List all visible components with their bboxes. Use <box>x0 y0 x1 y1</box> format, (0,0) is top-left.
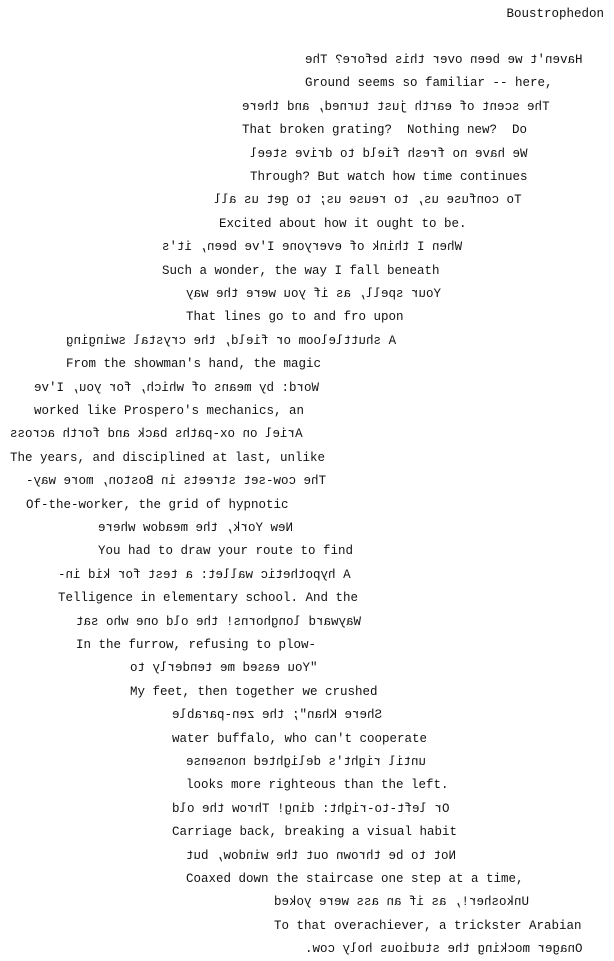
poem-line: My feet, then together we crushed <box>130 684 378 699</box>
poem-line: To that overachiever, a trickster Arabian <box>274 918 582 933</box>
poem-line: Such a wonder, the way I fall beneath <box>162 263 440 278</box>
poem-line: To confuse us, to reuse us; to get us all <box>214 193 522 208</box>
poem-line: Carriage back, breaking a visual habit <box>172 825 458 840</box>
poem-line: Word: by means of which, for you, I've <box>34 380 320 395</box>
poem-line: Ariel on ox-paths back and forth across <box>10 427 303 442</box>
poem-line: From the showman's hand, the magic <box>66 357 322 372</box>
poem-line: Excited about how it ought to be. <box>219 216 467 231</box>
poem-line: Wayward longhorns! the old one who sat <box>76 614 362 629</box>
poem-line: Coaxed down the staircase one step at a time, <box>186 872 524 886</box>
poem-line: A hypothetic wallet: a test for kid in- <box>58 567 351 582</box>
poem-line: Telligence in elementary school. And the <box>58 591 359 606</box>
poem-line: until right's delighted nonsense <box>186 755 427 769</box>
poem-line: The years, and disciplined at last, unlike <box>10 450 326 465</box>
poem-line: The cow-set streets in Boston, more way- <box>26 474 327 489</box>
poem-title: Boustrophedon <box>506 7 604 21</box>
poem-line: Of-the-worker, the grid of hypnotic <box>26 497 289 512</box>
poem-line: That broken grating? Nothing new? Do <box>242 123 528 138</box>
poem-line: In the furrow, refusing to plow- <box>76 638 317 652</box>
poem-line: New York, the meadow where <box>98 521 294 535</box>
poem-line: You had to draw your route to find <box>98 544 354 559</box>
poem-line: A shuttleloom or field, the crystal swinging <box>66 333 397 348</box>
poem-line: The scent of earth just turned, and there <box>242 99 550 114</box>
poem-line: Through? But watch how time continues <box>250 170 528 184</box>
poem-line: Haven't we been over this before? The <box>305 53 583 67</box>
poem-line: Shere Khan"; the zen-parable <box>172 708 383 723</box>
poem-line: Or left-to-right: ding! Throw the old <box>172 801 450 816</box>
poem-line: looks more righteous than the left. <box>186 778 449 793</box>
poem-line: Onager mocking the studious holy cow. <box>305 942 583 957</box>
poem-line: We have no fresh field to drive steel <box>250 146 528 161</box>
poem-line: That lines go to and fro upon <box>186 310 404 325</box>
poem-line: Not to be thrown out the window, but <box>186 848 457 863</box>
poem-line: Your spell, as if you were the way <box>186 287 442 301</box>
poem-line: Unkosher!, as if an ass were yoked <box>274 895 530 910</box>
poem-line: When I think of everyone I've been, it's <box>162 240 463 255</box>
poem-line: worked like Prospero's mechanics, an <box>34 404 305 418</box>
poem-line: Ground seems so familiar -- here, <box>305 76 553 91</box>
poem-line: "You eased me tenderly to <box>130 661 318 676</box>
poem-line: water buffalo, who can't cooperate <box>172 731 428 746</box>
